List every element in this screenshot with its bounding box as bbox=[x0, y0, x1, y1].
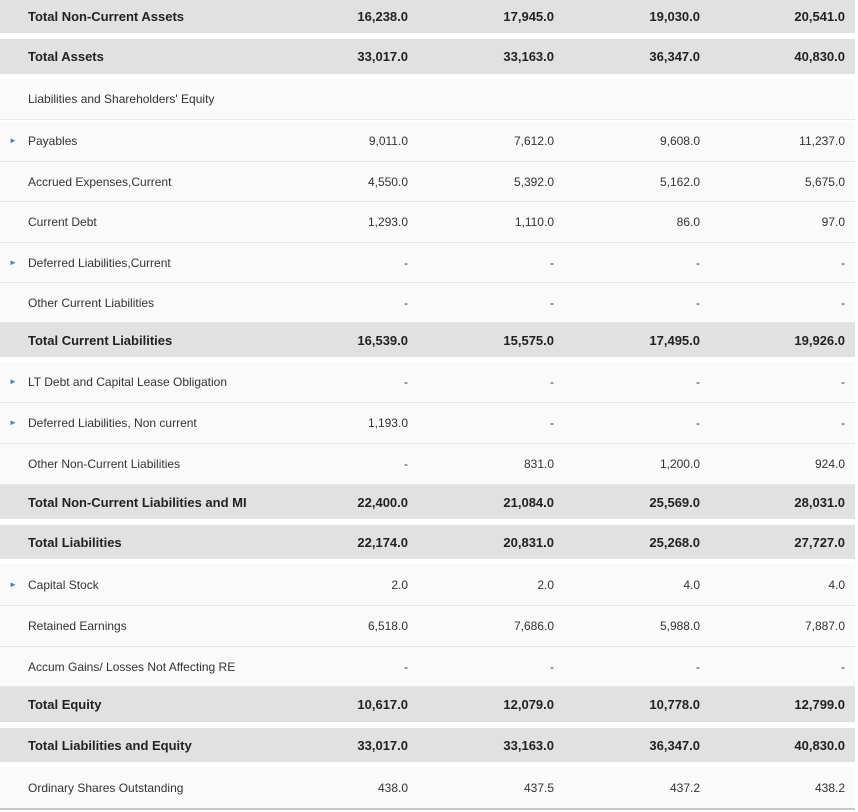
value-cell: 438.0 bbox=[377, 780, 408, 795]
row-label: Total Non-Current Assets bbox=[28, 9, 185, 24]
value-cell: - bbox=[841, 255, 845, 270]
table-row[interactable] bbox=[0, 362, 855, 403]
row-label: Current Debt bbox=[28, 215, 97, 229]
value-cell: 1,110.0 bbox=[514, 215, 554, 229]
value-cell: - bbox=[841, 659, 845, 674]
value-cell: 36,347.0 bbox=[649, 49, 700, 64]
value-cell: 10,778.0 bbox=[649, 697, 700, 712]
value-cell: - bbox=[550, 659, 554, 674]
value-cell: 40,830.0 bbox=[794, 49, 845, 64]
value-cell: 2.0 bbox=[537, 577, 554, 592]
row-label: Total Liabilities bbox=[28, 534, 122, 550]
row-label: Total Current Liabilities bbox=[28, 332, 173, 348]
value-cell: 6,518.0 bbox=[367, 619, 408, 633]
row-label: Retained Earnings bbox=[28, 619, 127, 633]
value-cell: 97.0 bbox=[821, 215, 845, 229]
value-cell: 7,612.0 bbox=[513, 134, 554, 148]
table-row bbox=[0, 39, 855, 74]
value-cell: 1,200.0 bbox=[659, 457, 700, 471]
value-cell: 33,017.0 bbox=[357, 737, 408, 753]
row-label: Total Assets bbox=[28, 49, 104, 64]
value-cell: - bbox=[841, 375, 845, 389]
value-cell: - bbox=[696, 255, 700, 270]
value-cell: 17,495.0 bbox=[649, 332, 700, 348]
table-row bbox=[0, 444, 855, 485]
value-cell: 437.5 bbox=[523, 780, 554, 795]
table-row bbox=[0, 728, 855, 762]
value-cell: 33,163.0 bbox=[503, 49, 554, 64]
value-cell: 86.0 bbox=[676, 215, 700, 229]
row-label: Deferred Liabilities, Non current bbox=[28, 416, 197, 430]
value-cell: 1,293.0 bbox=[367, 215, 408, 229]
row-label: Capital Stock bbox=[28, 577, 99, 592]
row-label: Total Equity bbox=[28, 697, 102, 712]
value-cell: - bbox=[841, 416, 845, 430]
value-cell: 5,675.0 bbox=[804, 174, 845, 189]
value-cell: - bbox=[550, 416, 554, 430]
value-cell: 12,799.0 bbox=[794, 697, 845, 712]
value-cell: - bbox=[841, 295, 845, 310]
value-cell: 33,163.0 bbox=[503, 737, 554, 753]
value-cell: 12,079.0 bbox=[503, 697, 554, 712]
value-cell: 7,686.0 bbox=[513, 619, 554, 633]
value-cell: - bbox=[404, 255, 408, 270]
value-cell: 36,347.0 bbox=[649, 737, 700, 753]
row-label: Accrued Expenses,Current bbox=[28, 174, 172, 189]
value-cell: 1,193.0 bbox=[367, 416, 408, 430]
expand-arrow-icon[interactable]: ► bbox=[9, 418, 17, 427]
value-cell: 22,174.0 bbox=[357, 534, 408, 550]
row-label: Other Non-Current Liabilities bbox=[28, 457, 181, 471]
table-row bbox=[0, 687, 855, 722]
table-row bbox=[0, 283, 855, 323]
table-row bbox=[0, 767, 855, 808]
table-row bbox=[0, 162, 855, 202]
table-row[interactable] bbox=[0, 564, 855, 606]
value-cell: - bbox=[696, 659, 700, 674]
value-cell: 2.0 bbox=[391, 577, 408, 592]
value-cell: 7,887.0 bbox=[804, 619, 845, 633]
row-label: Deferred Liabilities,Current bbox=[28, 255, 171, 270]
table-row bbox=[0, 647, 855, 687]
value-cell: 33,017.0 bbox=[357, 49, 408, 64]
row-label: LT Debt and Capital Lease Obligation bbox=[28, 375, 228, 389]
table-row bbox=[0, 202, 855, 243]
value-cell: - bbox=[696, 416, 700, 430]
value-cell: 20,831.0 bbox=[503, 534, 554, 550]
table-row[interactable] bbox=[0, 121, 855, 162]
row-label: Other Current Liabilities bbox=[28, 295, 155, 310]
value-cell: - bbox=[550, 295, 554, 310]
value-cell: - bbox=[404, 457, 408, 471]
value-cell: 4.0 bbox=[683, 577, 700, 592]
value-cell: 19,030.0 bbox=[649, 9, 700, 24]
value-cell: 17,945.0 bbox=[503, 9, 554, 24]
table-bottom-border bbox=[0, 808, 855, 810]
value-cell: 22,400.0 bbox=[357, 494, 408, 510]
value-cell: 20,541.0 bbox=[794, 9, 845, 24]
table-row[interactable] bbox=[0, 403, 855, 444]
expand-arrow-icon[interactable]: ► bbox=[9, 579, 17, 589]
row-label: Ordinary Shares Outstanding bbox=[28, 780, 184, 795]
value-cell: - bbox=[404, 375, 408, 389]
row-label: Payables bbox=[28, 134, 78, 148]
value-cell: 11,237.0 bbox=[799, 134, 845, 148]
value-cell: 28,031.0 bbox=[794, 494, 845, 510]
value-cell: 5,392.0 bbox=[513, 174, 554, 189]
value-cell: 15,575.0 bbox=[503, 332, 554, 348]
value-cell: 19,926.0 bbox=[794, 332, 845, 348]
table-row bbox=[0, 323, 855, 357]
value-cell: 10,617.0 bbox=[357, 697, 408, 712]
value-cell: 4,550.0 bbox=[367, 174, 408, 189]
row-label: Total Non-Current Liabilities and MI bbox=[28, 494, 247, 510]
value-cell: 9,608.0 bbox=[659, 134, 700, 148]
table-row bbox=[0, 525, 855, 559]
value-cell: - bbox=[550, 255, 554, 270]
table-row bbox=[0, 485, 855, 519]
value-cell: - bbox=[696, 295, 700, 310]
value-cell: - bbox=[404, 659, 408, 674]
value-cell: 9,011.0 bbox=[368, 134, 408, 148]
value-cell: 437.2 bbox=[669, 780, 700, 795]
expand-arrow-icon[interactable]: ► bbox=[9, 136, 17, 145]
value-cell: 25,569.0 bbox=[649, 494, 700, 510]
value-cell: 16,539.0 bbox=[357, 332, 408, 348]
table-row bbox=[0, 606, 855, 647]
value-cell: 25,268.0 bbox=[649, 534, 700, 550]
value-cell: 27,727.0 bbox=[794, 534, 845, 550]
row-label: Total Liabilities and Equity bbox=[28, 737, 192, 753]
value-cell: 5,162.0 bbox=[659, 174, 700, 189]
value-cell: 924.0 bbox=[814, 457, 845, 471]
value-cell: 438.2 bbox=[814, 780, 845, 795]
expand-arrow-icon[interactable]: ► bbox=[9, 377, 17, 386]
value-cell: 21,084.0 bbox=[503, 494, 554, 510]
value-cell: 5,988.0 bbox=[659, 619, 700, 633]
section-header-label: Liabilities and Shareholders' Equity bbox=[28, 92, 215, 106]
table-row[interactable] bbox=[0, 243, 855, 283]
expand-arrow-icon[interactable]: ► bbox=[9, 257, 17, 267]
value-cell: - bbox=[404, 295, 408, 310]
section-header-row bbox=[0, 79, 855, 120]
value-cell: 40,830.0 bbox=[794, 737, 845, 753]
row-label: Accum Gains/ Losses Not Affecting RE bbox=[28, 659, 236, 674]
value-cell: - bbox=[550, 375, 554, 389]
value-cell: 16,238.0 bbox=[357, 9, 408, 24]
value-cell: - bbox=[696, 375, 700, 389]
table-row bbox=[0, 0, 855, 33]
value-cell: 4.0 bbox=[828, 577, 845, 592]
value-cell: 831.0 bbox=[523, 457, 554, 471]
